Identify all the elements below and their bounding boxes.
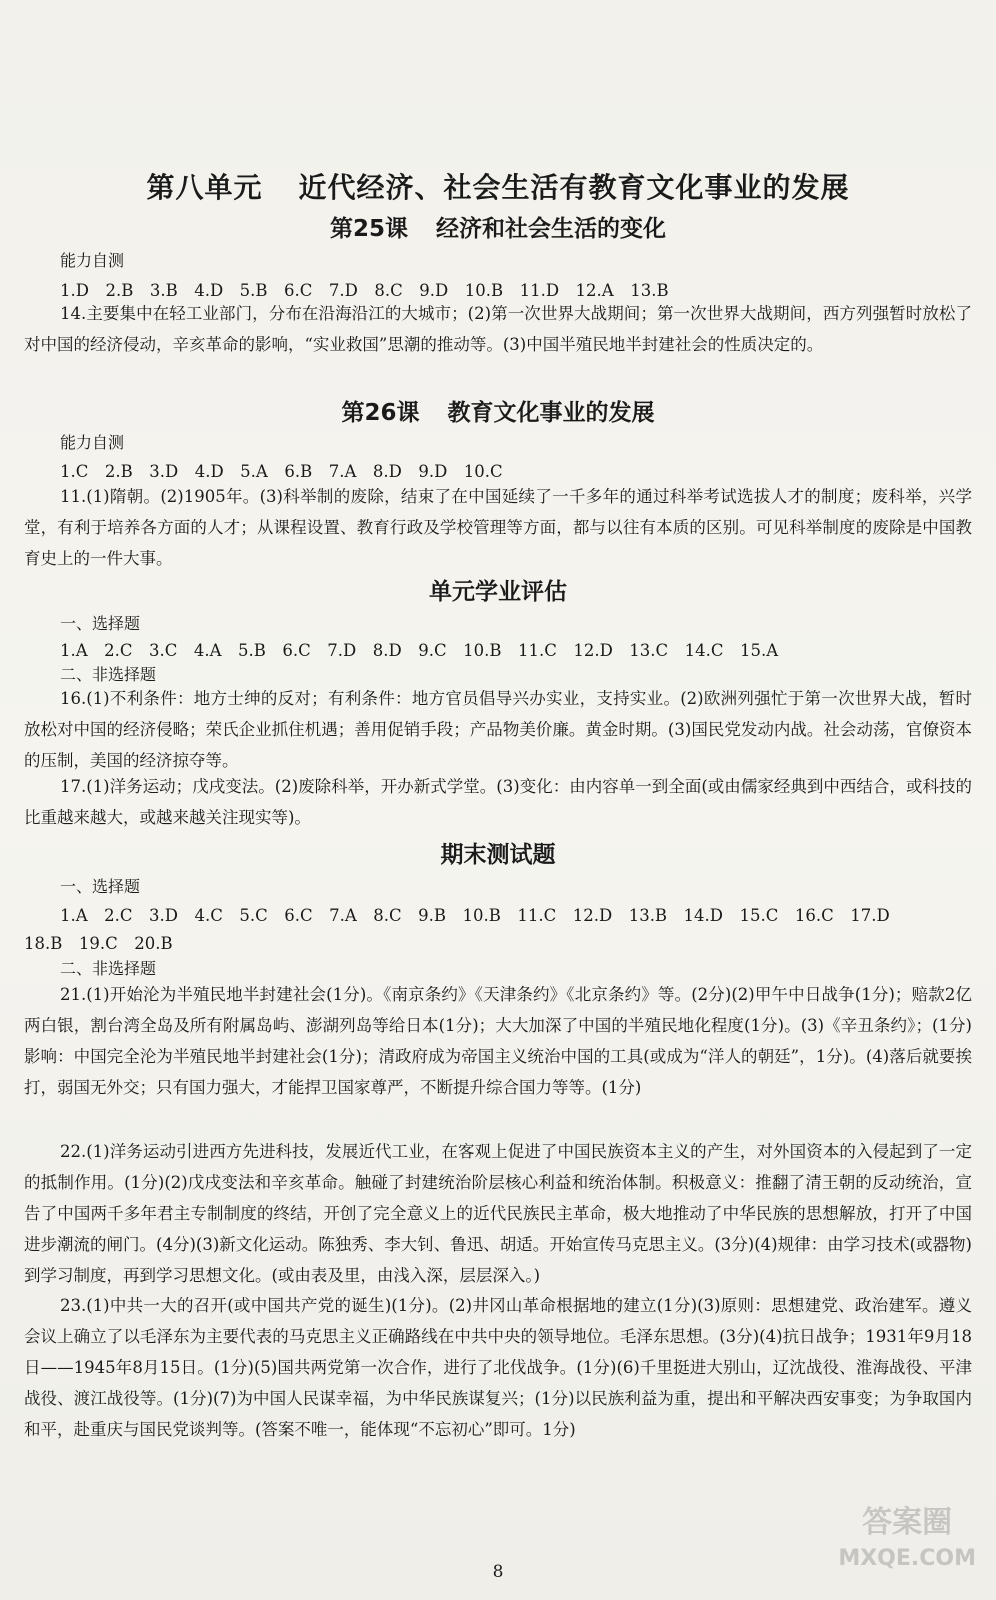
lesson-26-name: 教育文化事业的发展: [447, 400, 655, 426]
page-number: 8: [492, 1562, 504, 1582]
watermark-line-1: 答案圈: [862, 1505, 953, 1540]
unit-name: 近代经济、社会生活有教育文化事业的发展: [298, 171, 850, 204]
lesson-25-title: [0, 210, 996, 243]
lesson-26-title: [0, 394, 996, 427]
final-exam-question-21: 21.(1)开始沦为半殖民地半封建社会(1分)。《南京条约》《天津条约》《北京条约》等。(2分)(2)甲午中日战争(1分)；赔款2亿两白银，割台湾全岛及所有附属岛屿、澎湖列岛等给日本(1分)；大大加深了中国的半殖民地化程度(1分)。(3)《辛丑条约》；(1分)影响：中国完全沦为半殖民地半封建社会(1分)；清政府成为帝国主义统治中国的工具(或成为“洋人的朝廷”，1分)。(4)落后就要挨打，弱国无外交；只有国力强大，才能捍卫国家尊严，不断提升综合国力等等。(1分): [24, 985, 972, 1097]
lesson-26-answers: 1.C 2.B 3.D 4.D 5.A 6.B 7.A 8.D 9.D 10.C: [60, 462, 503, 481]
final-exam-mc-label: 一、选择题: [60, 877, 141, 896]
lesson-25-prefix: 第25课: [329, 216, 408, 242]
final-exam-question-23: 23.(1)中共一大的召开(或中国共产党的诞生)(1分)。(2)井冈山革命根据地的建立(1分)(3)原则：思想建党、政治建军。遵义会议上确立了以毛泽东为主要代表的马克思主义正确路线在中共中央的领导地位。毛泽东思想。(3分)(4)抗日战争；1931年9月18日——1945年8月15日。(1分)(5)国共两党第一次合作，进行了北伐战争。(1分)(6)千里挺进大别山，辽沈战役、淮海战役、平津战役、渡江战役等。(1分)(7)为中国人民谋幸福，为中华民族谋复兴；(1分)以民族利益为重，提出和平解决西安事变；为争取国内和平，赴重庆与国民党谈判等。(答案不唯一，能体现“不忘初心”即可。1分): [24, 1296, 972, 1439]
lesson-25-question-14: 14.主要集中在轻工业部门，分布在沿海沿江的大城市；(2)第一次世界大战期间；第一次世界大战期间，西方列强暂时放松了对中国的经济侵动，辛亥革命的影响，“实业救国”思潮的推动等。(3)中国半殖民地半封建社会的性质决定的。: [24, 304, 972, 354]
final-exam-mc-answers-line-1: 1.A 2.C 3.D 4.C 5.C 6.C 7.A 8.C 9.B 10.B 11.C 12.D 13.B 14.D 15.C 16.C 17.D: [60, 906, 890, 925]
final-exam-question-22: 22.(1)洋务运动引进西方先进科技，发展近代工业，在客观上促进了中国民族资本主义的产生，对外国资本的入侵起到了一定的抵制作用。(1分)(2)戊戌变法和辛亥革命。触碰了封建统治阶层核心利益和统治体制。积极意义：推翻了清王朝的反动统治，宣告了中国两千多年君主专制制度的终结，开创了完全意义上的近代民族民主革命，极大地推动了中华民族的思想解放，打开了中国进步潮流的闸门。(4分)(3)新文化运动。陈独秀、李大钊、鲁迅、胡适。开始宣传马克思主义。(3分)(4)规律：由学习技术(或器物)到学习制度，再到学习思想文化。(或由表及里，由浅入深，层层深入。): [24, 1142, 972, 1285]
lesson-25-answers: 1.D 2.B 3.B 4.D 5.B 6.C 7.D 8.C 9.D 10.B 11.D 12.A 13.B: [60, 281, 669, 300]
watermark-line-2: MXQE.COM: [838, 1546, 976, 1571]
unit-title: [0, 166, 996, 206]
lesson-26-section-label: 能力自测: [60, 433, 125, 452]
watermark-logo: [838, 1505, 976, 1577]
unit-eval-mc-answers: 1.A 2.C 3.C 4.A 5.B 6.C 7.D 8.D 9.C 10.B 11.C 12.D 13.C 14.C 15.A: [60, 641, 779, 660]
final-exam-title: 期末测试题: [440, 842, 556, 868]
final-exam-nonmc-label: 二、非选择题: [60, 959, 157, 978]
lesson-26-prefix: 第26课: [341, 400, 420, 426]
unit-prefix: 第八单元: [146, 171, 263, 204]
unit-eval-nonmc-label: 二、非选择题: [60, 665, 157, 684]
lesson-26-question-11: 11.(1)隋朝。(2)1905年。(3)科举制的废除，结束了在中国延续了一千多年的通过科举考试选拔人才的制度；废科举，兴学堂，有利于培养各方面的人才；从课程设置、教育行政及学校管理等方面，都与以往有本质的区别。可见科举制度的废除是中国教育史上的一件大事。: [24, 487, 972, 568]
unit-eval-question-17: 17.(1)洋务运动；戊戌变法。(2)废除科举，开办新式学堂。(3)变化：由内容单一到全面(或由儒家经典到中西结合，或科技的比重越来越大，或越来越关注现实等)。: [24, 777, 972, 827]
lesson-25-name: 经济和社会生活的变化: [436, 216, 666, 242]
unit-eval-title: 单元学业评估: [429, 579, 567, 605]
unit-eval-mc-label: 一、选择题: [60, 614, 141, 633]
unit-eval-question-16: 16.(1)不利条件：地方士绅的反对；有利条件：地方官员倡导兴办实业，支持实业。(2)欧洲列强忙于第一次世界大战，暂时放松对中国的经济侵略；荣氏企业抓住机遇；善用促销手段；产品物美价廉。黄金时期。(3)国民党发动内战。社会动荡，官僚资本的压制，美国的经济掠夺等。: [24, 689, 972, 770]
lesson-25-section-label: 能力自测: [60, 251, 125, 270]
final-exam-mc-answers-line-2: 18.B 19.C 20.B: [24, 934, 173, 953]
